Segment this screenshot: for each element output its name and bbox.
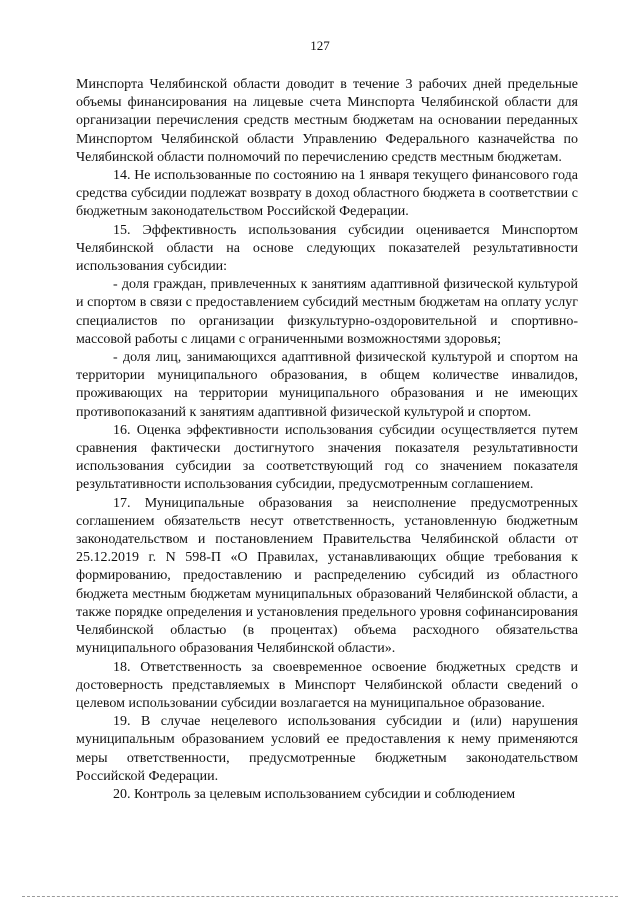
indicator-item-2: - доля лиц, занимающихся адаптивной физической культурой и спортом на территории муниципального образования, в общем количестве инвалидов, проживающих на территории муниципального образования и не имеющих противопоказаний к занятиям адаптивной физической культурой и спортом.: [76, 350, 578, 420]
paragraph-17: 17. Муниципальные образования за неисполнение предусмотренных соглашением обязательств несут ответственность, установленную бюджетным законодательством и постановлением Правительства Челябинской области от 25.12.2019 г. N 598-П «О Правилах, устанавливающих общие требования к формированию, предоставлению и распределению субсидий из областного бюджета местным бюджетам муниципальных образований Челябинской области, а также порядке определения и установления предельного уровня софинансирования Челябинской областью (в процентах) объема расходного обязательства муниципального образования Челябинской области».: [76, 495, 578, 657]
document-body: [76, 76, 578, 804]
scan-edge-divider: [22, 896, 618, 897]
paragraph-18: 18. Ответственность за своевременное освоение бюджетных средств и достоверность представляемых в Минспорт Челябинской области сведений о целевом использовании субсидии возлагается на муниципальное образование.: [76, 659, 578, 711]
page-number: 127: [310, 38, 330, 53]
indicator-item-1: - доля граждан, привлеченных к занятиям адаптивной физической культурой и спортом в связи с предоставлением субсидий местным бюджетам на оплату услуг специалистов по организации физкультурно-оздоровительной и спортивно-массовой работы с лицами с ограниченными возможностями здоровья;: [76, 277, 578, 347]
paragraph-16: 16. Оценка эффективности использования субсидии осуществляется путем сравнения фактически достигнутого значения показателя результативности использования субсидии за соответствующий год со значением показателя результативности использования субсидии, предусмотренным соглашением.: [76, 422, 578, 493]
paragraph-continuation: Минспорта Челябинской области доводит в течение 3 рабочих дней предельные объемы финансирования на лицевые счета Минспорта Челябинской области для организации перечисления средств местным бюджетам на основании переданных Минспортом Челябинской области Управлению Федерального казначейства по Челябинской области полномочий по перечислению средств местным бюджетам.: [76, 77, 578, 165]
paragraph-20: 20. Контроль за целевым использованием субсидии и соблюдением: [113, 786, 516, 802]
paragraph-14: 14. Не использованные по состоянию на 1 января текущего финансового года средства субсидии подлежат возврату в доход областного бюджета в соответствии с бюджетным законодательством Российской Федерации.: [76, 168, 578, 220]
paragraph-19: 19. В случае нецелевого использования субсидии и (или) нарушения муниципальным образованием условий ее предоставления к нему применяются меры ответственности, предусмотренные бюджетным законодательством Российской Федерации.: [76, 714, 578, 784]
paragraph-15: 15. Эффективность использования субсидии оценивается Минспортом Челябинской области на основе следующих показателей результативности использования субсидии:: [76, 222, 578, 275]
